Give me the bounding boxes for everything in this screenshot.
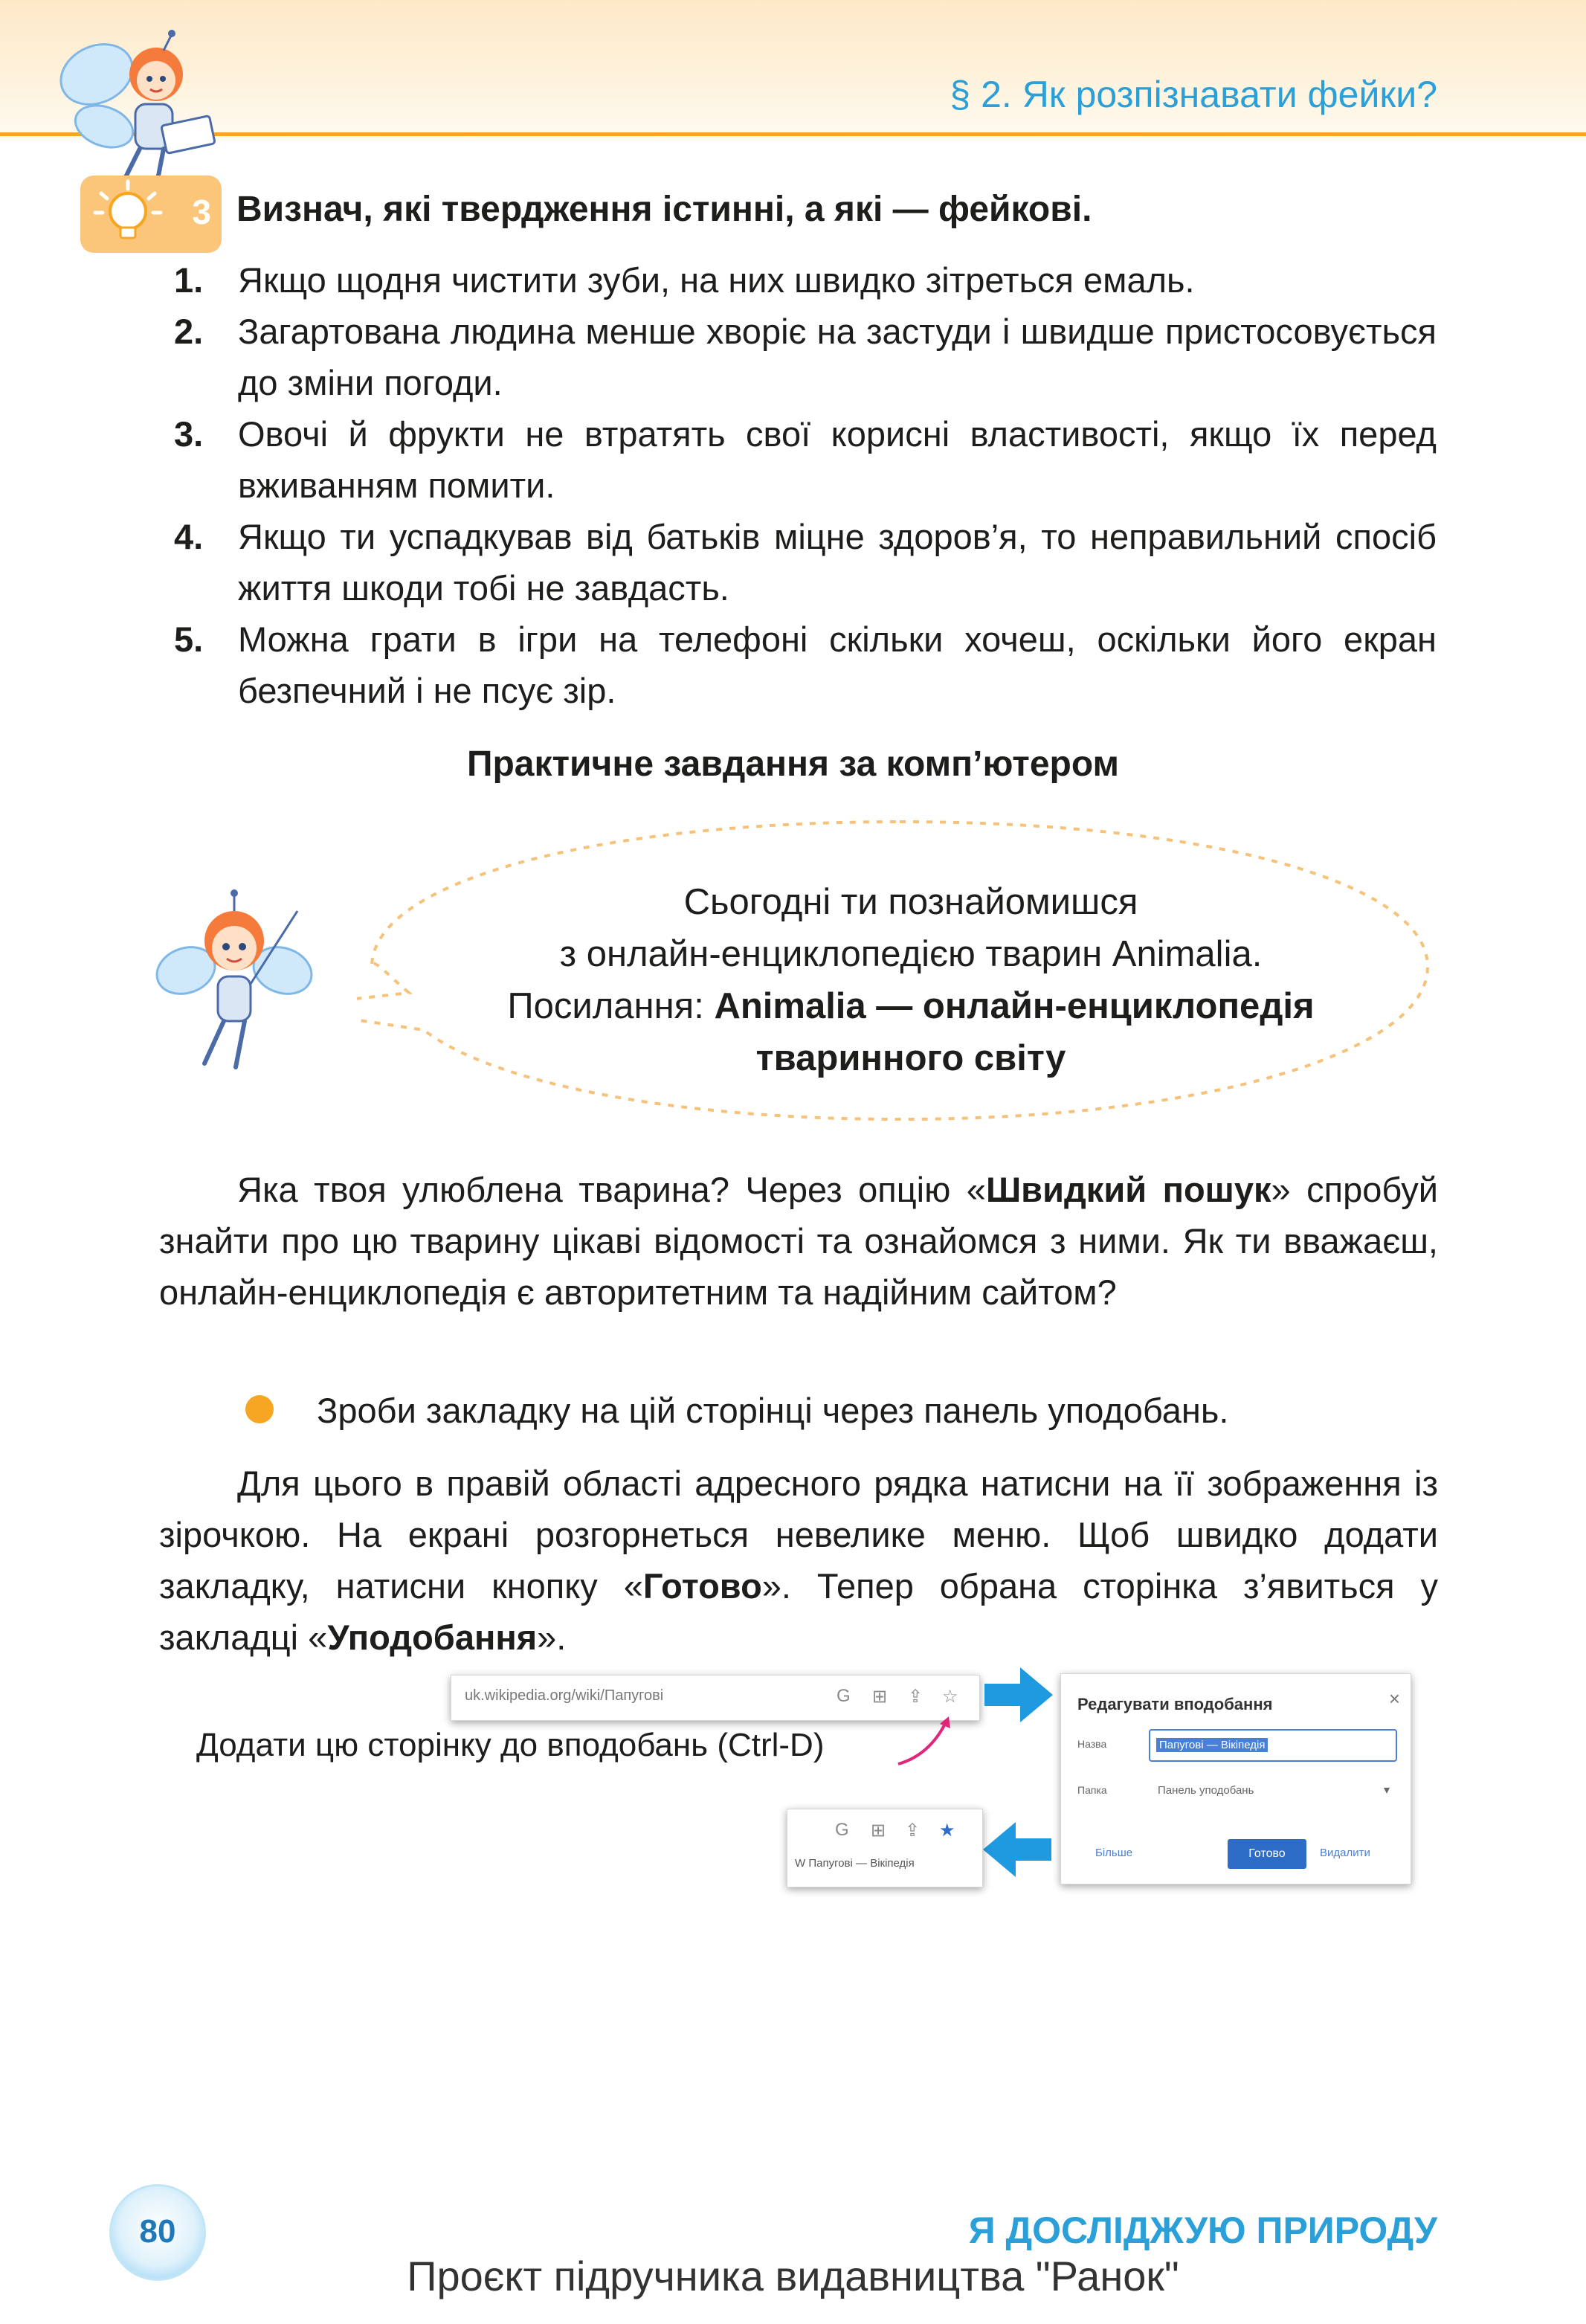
header-band	[0, 0, 1586, 141]
task-number: 3	[192, 193, 211, 231]
bookmark-bar-item[interactable]: W Папугові — Вікіпедія	[795, 1857, 915, 1870]
instructions-paragraph	[159, 1458, 1438, 1663]
bullet-dot-icon	[245, 1395, 274, 1423]
para-text: ». Тепер обрана сторінка з’явиться у закладці «	[159, 1566, 1438, 1657]
para-bold: Уподобання	[327, 1618, 538, 1657]
dialog-title: Редагувати вподобання	[1077, 1695, 1273, 1713]
bookmark-result-screenshot	[787, 1809, 983, 1887]
header-rule	[0, 132, 1586, 136]
statement-text: Овочі й фрукти не втратять свої корисні властивості, якщо їх перед вживанням помити.	[238, 414, 1437, 505]
statement-item	[173, 306, 1437, 408]
para-bold: Готово	[642, 1566, 762, 1606]
folder-select[interactable]: Панель уподобань	[1158, 1784, 1254, 1797]
star-icon[interactable]: ☆	[942, 1687, 958, 1707]
page-number: 80	[139, 2213, 176, 2250]
statement-item	[173, 254, 1437, 306]
shortcut-label: Додати цю сторінку до вподобань (Ctrl-D)	[196, 1727, 825, 1763]
bubble-link-line	[405, 980, 1416, 1084]
animalia-link[interactable]: Animalia — онлайн-енциклопедія тваринного світу	[714, 986, 1315, 1078]
para-text: ».	[537, 1618, 567, 1657]
google-g-icon: G	[835, 1820, 849, 1840]
fairy-mascot-laptop-image	[52, 22, 223, 201]
statement-text: Можна грати в ігри на телефоні скільки хочеш, оскільки його екран безпечний і не псує зір.	[238, 619, 1437, 710]
arrow-left-icon	[980, 1816, 1054, 1883]
statement-text: Якщо щодня чистити зуби, на них швидко зітреться емаль.	[238, 260, 1195, 300]
arrow-right-icon	[981, 1661, 1056, 1728]
dialog-name-label: Назва	[1077, 1738, 1107, 1750]
bookmark-name-input[interactable]	[1149, 1729, 1397, 1762]
star-filled-icon[interactable]: ★	[939, 1821, 955, 1841]
address-url: uk.wikipedia.org/wiki/Папугові	[465, 1687, 664, 1704]
statement-item	[173, 614, 1437, 716]
translate-icon: ⊞	[872, 1687, 888, 1707]
statement-number: 3.	[174, 414, 204, 454]
share-icon: ⇪	[908, 1687, 923, 1707]
close-icon[interactable]: ×	[1388, 1687, 1400, 1710]
bubble-line: з онлайн-енциклопедією тварин Animalia.	[559, 934, 1263, 974]
statement-number: 4.	[174, 517, 204, 556]
statement-number: 2.	[174, 312, 204, 351]
done-button[interactable]: Готово	[1228, 1839, 1306, 1869]
bubble-link-label: Посилання:	[507, 986, 715, 1026]
statement-number: 1.	[174, 260, 204, 300]
bookmark-name-value: Папугові — Вікіпедія	[1156, 1738, 1268, 1752]
chevron-down-icon[interactable]: ▾	[1383, 1784, 1390, 1797]
publisher-note: Проєкт підручника видавництва "Ранок"	[407, 2253, 1179, 2299]
task-badge	[80, 176, 222, 253]
intro-paragraph	[159, 1164, 1438, 1318]
pink-pointer-arrow-icon	[892, 1703, 967, 1770]
para-text: Яка твоя улюблена тварина? Через опцію «	[237, 1170, 986, 1209]
statement-item	[173, 511, 1437, 614]
statement-number: 5.	[174, 619, 204, 659]
task-title: Визнач, які твердження істинні, а які — фейкові.	[236, 190, 1092, 229]
section-title: § 2. Як розпізнавати фейки?	[950, 74, 1437, 115]
lightbulb-icon	[85, 178, 181, 250]
google-g-icon: G	[836, 1686, 851, 1706]
statement-item	[173, 408, 1437, 511]
statement-text: Якщо ти успадкував від батьків міцне здоров’я, то неправильний спосіб життя шкоди тобі не завдасть.	[238, 517, 1437, 608]
remove-button[interactable]: Видалити	[1320, 1847, 1370, 1859]
practical-heading: Практичне завдання за комп’ютером	[466, 744, 1120, 784]
statement-text: Загартована людина менше хворіє на застуди і швидше пристосовується до зміни погоди.	[238, 312, 1437, 402]
bubble-line: Сьогодні ти познайомишся	[683, 882, 1138, 922]
more-button[interactable]: Більше	[1095, 1847, 1133, 1859]
series-title: Я ДОСЛІДЖУЮ ПРИРОДУ	[968, 2209, 1437, 2251]
share-icon: ⇪	[905, 1821, 921, 1841]
speech-bubble-text	[405, 876, 1416, 1084]
para-text: » спробуй знайти про цю тварину цікаві відомості та ознайомся з ними. Як ти вважаєш, онлайн-енциклопедія є авторитетним та надійним сайтом?	[159, 1170, 1438, 1312]
statements-list	[173, 254, 1437, 716]
para-bold: Швидкий пошук	[985, 1170, 1271, 1209]
edit-bookmark-dialog	[1060, 1673, 1411, 1884]
bullet-text: Зроби закладку на цій сторінці через панель уподобань.	[317, 1391, 1229, 1430]
dialog-folder-label: Папка	[1077, 1784, 1107, 1796]
fairy-mascot-image	[152, 889, 316, 1075]
para-text: Для цього в правій області адресного рядка натисни на її зображення із зірочкою. На екрані розгорнеться невелике меню. Щоб швидко додати закладку, натисни кнопку «	[159, 1464, 1438, 1606]
translate-icon: ⊞	[871, 1821, 886, 1841]
